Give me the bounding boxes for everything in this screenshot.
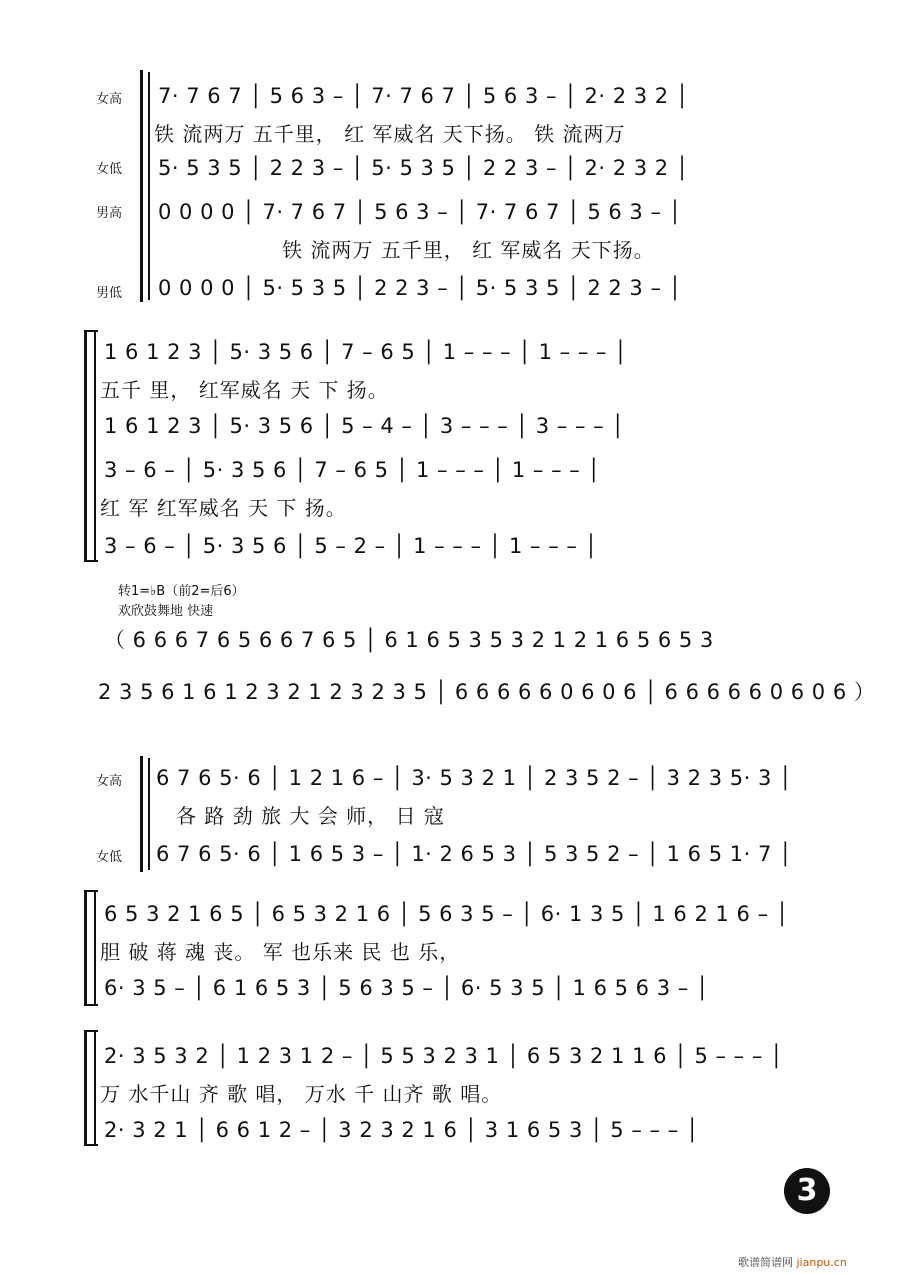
system-bracket [84,890,87,1006]
soprano-notes: 7· 7 6 7 │ 5 6 3 – │ 7· 7 6 7 │ 5 6 3 – │ 2· 2 3 2 │ [158,84,689,108]
voice-label-soprano: 女高 [96,774,123,789]
expression-marking: 欢欣鼓舞地 快速 [118,604,214,619]
interlude-line-2: 2 3 5 6 1 6 1 2 3 2 1 2 3 2 3 5 │ 6 6 6 6 6 0 6 0 6 │ 6 6 6 6 6 0 6 0 6 ） [98,680,876,704]
system-bracket [140,70,143,302]
soprano-notes: 1 6 1 2 3 │ 5· 3 5 6 │ 7 – 6 5 │ 1 – – – │ 1 – – – │ [104,340,628,364]
bracket-bottom [84,1144,98,1146]
system-bracket [84,330,87,562]
alto-notes: 2· 3 2 1 │ 6 6 1 2 – │ 3 2 3 2 1 6 │ 3 1 6 5 3 │ 5 – – – │ [104,1118,700,1142]
soprano-lyrics: 铁 流两万 五千里， 红 军威名 天下扬。 铁 流两万 [154,122,626,146]
interlude-line-1: （ 6 6 6 7 6 5 6 6 7 6 5 │ 6 1 6 5 3 5 3 2 1 2 1 6 5 6 5 3 [104,628,714,652]
soprano-lyrics: 万 水千山 齐 歌 唱， 万水 千 山齐 歌 唱。 [100,1082,503,1106]
alto-notes: 6· 3 5 – │ 6 1 6 5 3 │ 5 6 3 5 – │ 6· 5 3 5 │ 1 6 5 6 3 – │ [104,976,710,1000]
alto-notes: 1 6 1 2 3 │ 5· 3 5 6 │ 5 – 4 – │ 3 – – – │ 3 – – – │ [104,414,625,438]
start-barline [94,892,96,1004]
start-barline [148,758,150,870]
tenor-lyrics: 红 军 红军威名 天 下 扬。 [100,496,347,520]
alto-notes: 6 7 6 5· 6 │ 1 6 5 3 – │ 1· 2 6 5 3 │ 5 3 5 2 – │ 1 6 5 1· 7 │ [156,842,793,866]
bass-notes: 3 – 6 – │ 5· 3 5 6 │ 5 – 2 – │ 1 – – – │ 1 – – – │ [104,534,598,558]
page-number-badge: 3 [784,1168,830,1214]
soprano-notes: 6 7 6 5· 6 │ 1 2 1 6 – │ 3· 5 3 2 1 │ 2 3 5 2 – │ 3 2 3 5· 3 │ [156,766,793,790]
watermark-site-name: 歌谱简谱网 [738,1256,793,1269]
soprano-lyrics: 各 路 劲 旅 大 会 师， 日 寇 [176,804,445,828]
start-barline [94,332,96,560]
voice-label-alto: 女低 [96,162,123,177]
bass-notes: 0 0 0 0 │ 5· 5 3 5 │ 2 2 3 – │ 5· 5 3 5 │ 2 2 3 – │ [158,276,682,300]
tenor-notes: 0 0 0 0 │ 7· 7 6 7 │ 5 6 3 – │ 7· 7 6 7 │ 5 6 3 – │ [158,200,682,224]
start-barline [148,72,150,300]
system-bracket [84,1030,87,1146]
alto-notes: 5· 5 3 5 │ 2 2 3 – │ 5· 5 3 5 │ 2 2 3 – │ 2· 2 3 2 │ [158,156,689,180]
voice-label-soprano: 女高 [96,92,123,107]
voice-label-tenor: 男高 [96,206,123,221]
voice-label-bass: 男低 [96,286,123,301]
tenor-lyrics: 铁 流两万 五千里， 红 军威名 天下扬。 [282,238,655,262]
bracket-bottom [84,1004,98,1006]
bracket-bottom [84,560,98,562]
soprano-notes: 6 5 3 2 1 6 5 │ 6 5 3 2 1 6 │ 5 6 3 5 – │ 6· 1 3 5 │ 1 6 2 1 6 – │ [104,902,789,926]
key-change-marking: 转1=♭B（前2=后6） [118,584,245,599]
tenor-notes: 3 – 6 – │ 5· 3 5 6 │ 7 – 6 5 │ 1 – – – │ 1 – – – │ [104,458,601,482]
soprano-lyrics: 五千 里， 红军威名 天 下 扬。 [100,378,389,402]
watermark-domain: jianpu.cn [796,1256,847,1269]
soprano-lyrics: 胆 破 蒋 魂 丧。 军 也乐来 民 也 乐， [100,940,461,964]
voice-label-alto: 女低 [96,850,123,865]
start-barline [94,1032,96,1144]
system-bracket [140,756,143,872]
watermark [738,1254,847,1270]
soprano-notes: 2· 3 5 3 2 │ 1 2 3 1 2 – │ 5 5 3 2 3 1 │ 6 5 3 2 1 1 6 │ 5 – – – │ [104,1044,784,1068]
